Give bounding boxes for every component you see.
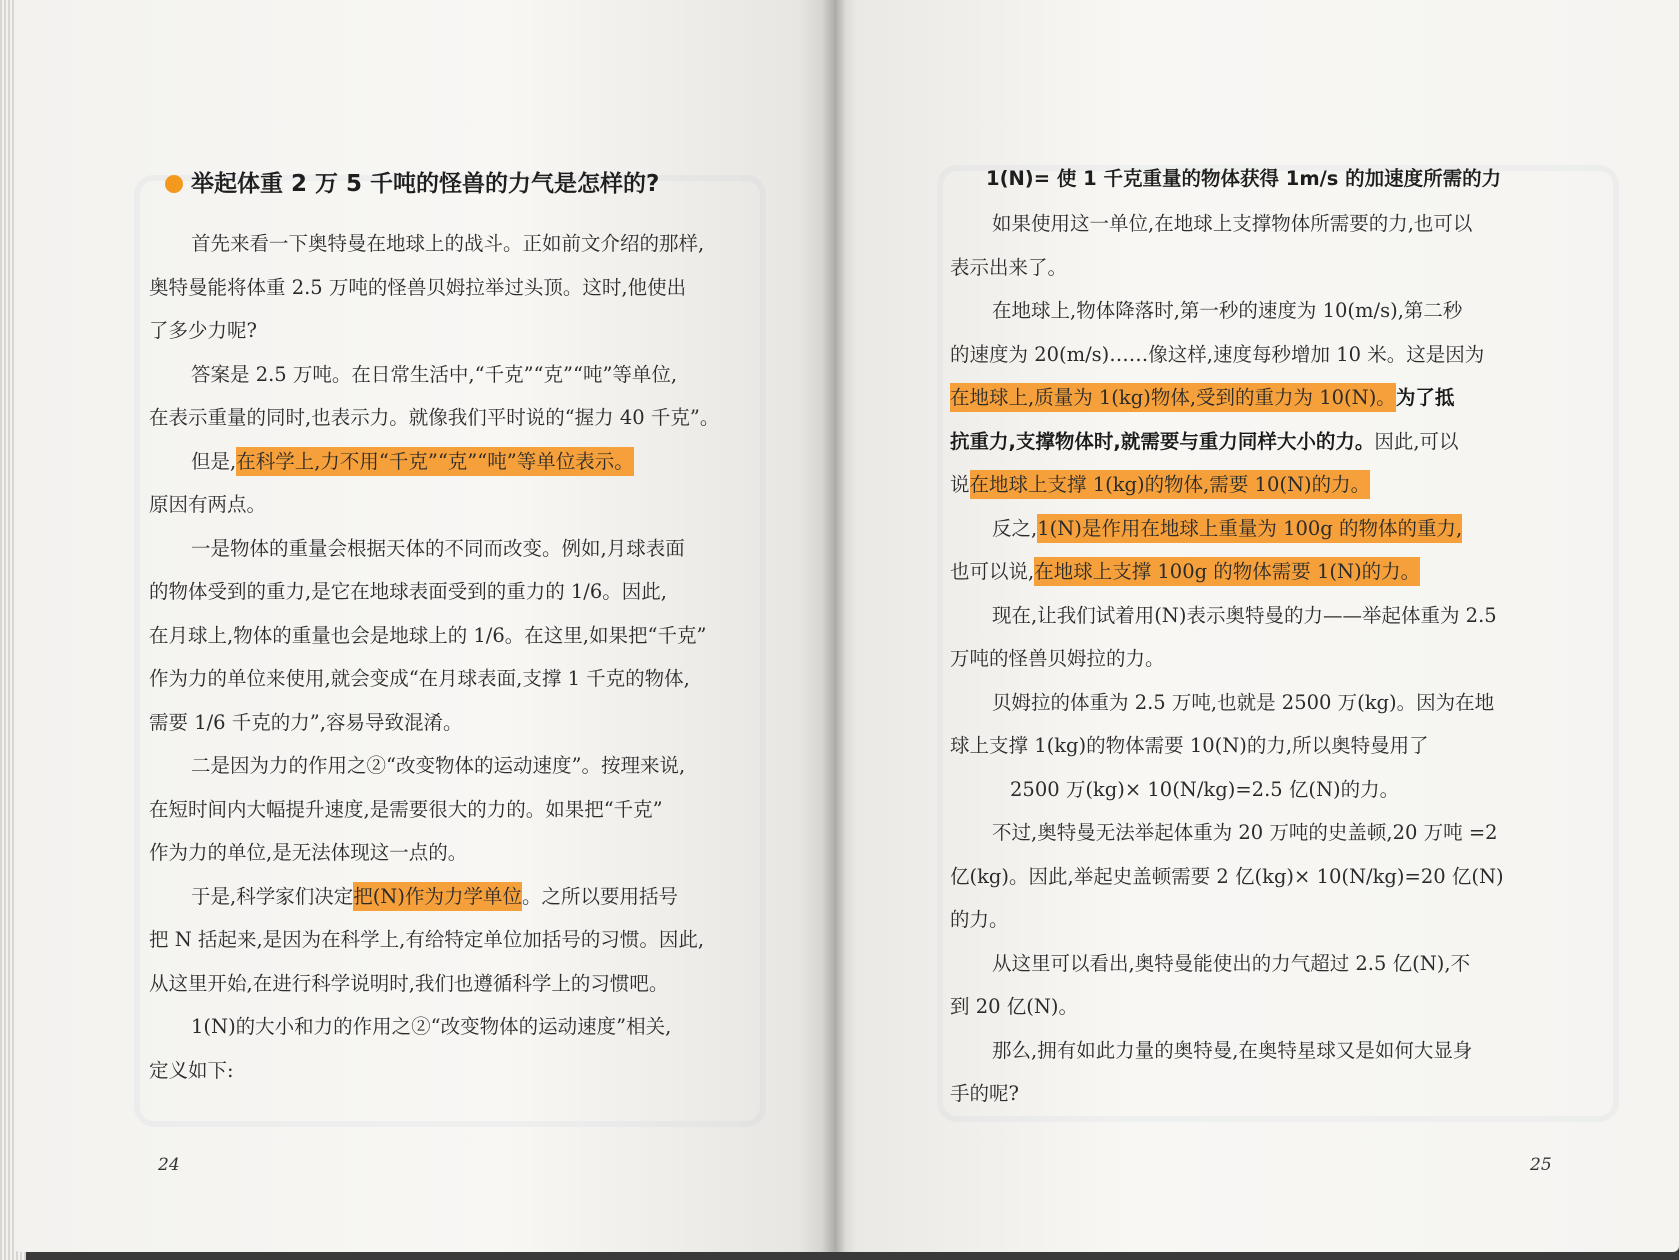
text-line: 在短时间内大幅提升速度,是需要很大的力的。如果把“千克” — [149, 797, 663, 821]
right-page — [832, 0, 1679, 1252]
text-line: 但是,在科学上,力不用“千克”“克”“吨”等单位表示。 — [149, 440, 759, 484]
page-number: 25 — [1530, 1155, 1552, 1175]
highlighted-text: 在科学上,力不用“千克”“克”“吨”等单位表示。 — [236, 447, 634, 476]
text-line: 奥特曼能将体重 2.5 万吨的怪兽贝姆拉举过头顶。这时,他使出 — [149, 275, 687, 299]
text-line: 到 20 亿(N)。 — [950, 995, 1078, 1018]
text-line: 贝姆拉的体重为 2.5 万吨,也就是 2500 万(kg)。因为在地 — [992, 690, 1495, 714]
text-line: 把 N 括起来,是因为在科学上,有给特定单位加括号的习惯。因此, — [149, 928, 705, 951]
text-line — [950, 376, 1595, 420]
text-line: 了多少力呢? — [149, 319, 257, 342]
text-line: 作为力的单位,是无法体现这一点的。 — [149, 841, 468, 864]
text-line: 作为力的单位来使用,就会变成“在月球表面,支撑 1 千克的物体, — [149, 667, 690, 690]
page-number: 24 — [158, 1155, 180, 1175]
text-line: 需要 1/6 千克的力”,容易导致混淆。 — [149, 710, 463, 734]
text-line: 不过,奥特曼无法举起体重为 20 万吨的史盖顿,20 万吨 =2 — [992, 821, 1498, 844]
text-line: 首先来看一下奥特曼在地球上的战斗。正如前文介绍的那样, — [191, 232, 705, 255]
text-line: 定义如下: — [149, 1058, 234, 1082]
section-title-text: 举起体重 2 万 5 千吨的怪兽的力气是怎样的? — [191, 171, 660, 197]
text-line: 亿(kg)。因此,举起史盖顿需要 2 亿(kg)× 10(N/kg)=20 亿(N) — [950, 864, 1504, 888]
book-gutter — [822, 0, 846, 1252]
left-paragraphs — [149, 222, 759, 1092]
text-line: 万吨的怪兽贝姆拉的力。 — [950, 647, 1165, 670]
bold-text: 为了抵 — [1395, 386, 1455, 409]
text-line: 那么,拥有如此力量的奥特曼,在奥特星球又是如何大显身 — [992, 1038, 1473, 1062]
text-line: 在月球上,物体的重量也会是地球上的 1/6。在这里,如果把“千克” — [149, 623, 707, 647]
text-line: 答案是 2.5 万吨。在日常生活中,“千克”“克”“吨”等单位, — [191, 362, 678, 386]
equation-line: 2500 万(kg)× 10(N/kg)=2.5 亿(N)的力。 — [1010, 777, 1400, 801]
text-line: 的力。 — [950, 908, 1009, 931]
text-line: 球上支撑 1(kg)的物体需要 10(N)的力,所以奥特曼用了 — [950, 734, 1429, 757]
newton-definition: 1(N)= 使 1 千克重量的物体获得 1m/s 的加速度所需的力 — [986, 167, 1502, 190]
highlighted-text: 把(N)作为力学单位 — [353, 882, 522, 911]
right-page-body — [950, 160, 1595, 1116]
text-line: 从这里开始,在进行科学说明时,我们也遵循科学上的习惯吧。 — [149, 971, 669, 995]
text-line: 反之,1(N)是作用在地球上重量为 100g 的物体的重力, — [950, 507, 1595, 551]
highlighted-text: 在地球上支撑 100g 的物体需要 1(N)的力。 — [1034, 557, 1420, 586]
left-page-body — [149, 160, 759, 1092]
text-line: 在地球上,物体降落时,第一秒的速度为 10(m/s),第二秒 — [992, 299, 1463, 322]
text-line: 也可以说,在地球上支撑 100g 的物体需要 1(N)的力。 — [950, 550, 1595, 594]
text-line: 于是,科学家们决定把(N)作为力学单位。之所以要用括号 — [149, 875, 759, 919]
section-title — [165, 160, 759, 208]
text-line: 原因有两点。 — [149, 493, 267, 516]
text-line: 的物体受到的重力,是它在地球表面受到的重力的 1/6。因此, — [149, 580, 667, 603]
highlighted-text: 在地球上,质量为 1(kg)物体,受到的重力为 10(N)。 — [950, 383, 1396, 412]
text-line: 的速度为 20(m/s)……像这样,速度每秒增加 10 米。这是因为 — [950, 342, 1485, 366]
text-line: 在表示重量的同时,也表示力。就像我们平时说的“握力 40 千克”。 — [149, 406, 720, 429]
text-line: 表示出来了。 — [950, 255, 1068, 279]
left-page — [14, 0, 832, 1252]
text-line: 抗重力,支撑物体时,就需要与重力同样大小的力。因此,可以 — [950, 429, 1459, 453]
text-line: 1(N)的大小和力的作用之②“改变物体的运动速度”相关, — [191, 1015, 672, 1038]
text-line: 从这里可以看出,奥特曼能使出的力气超过 2.5 亿(N),不 — [992, 951, 1471, 975]
right-paragraphs — [950, 202, 1595, 1116]
text-line: 如果使用这一单位,在地球上支撑物体所需要的力,也可以 — [992, 212, 1473, 235]
text-line: 现在,让我们试着用(N)表示奥特曼的力——举起体重为 2.5 — [992, 603, 1497, 627]
highlighted-text: 1(N)是作用在地球上重量为 100g 的物体的重力, — [1037, 514, 1462, 543]
highlighted-text: 在地球上支撑 1(kg)的物体,需要 10(N)的力。 — [970, 470, 1371, 499]
text-line: 一是物体的重量会根据天体的不同而改变。例如,月球表面 — [191, 536, 685, 560]
text-line: 二是因为力的作用之②“改变物体的运动速度”。按理来说, — [191, 754, 686, 777]
bold-text: 抗重力,支撑物体时,就需要与重力同样大小的力。 — [950, 429, 1375, 453]
orange-bullet-icon — [165, 175, 183, 193]
text-line: 手的呢? — [950, 1082, 1019, 1105]
text-line: 说在地球上支撑 1(kg)的物体,需要 10(N)的力。 — [950, 463, 1595, 507]
